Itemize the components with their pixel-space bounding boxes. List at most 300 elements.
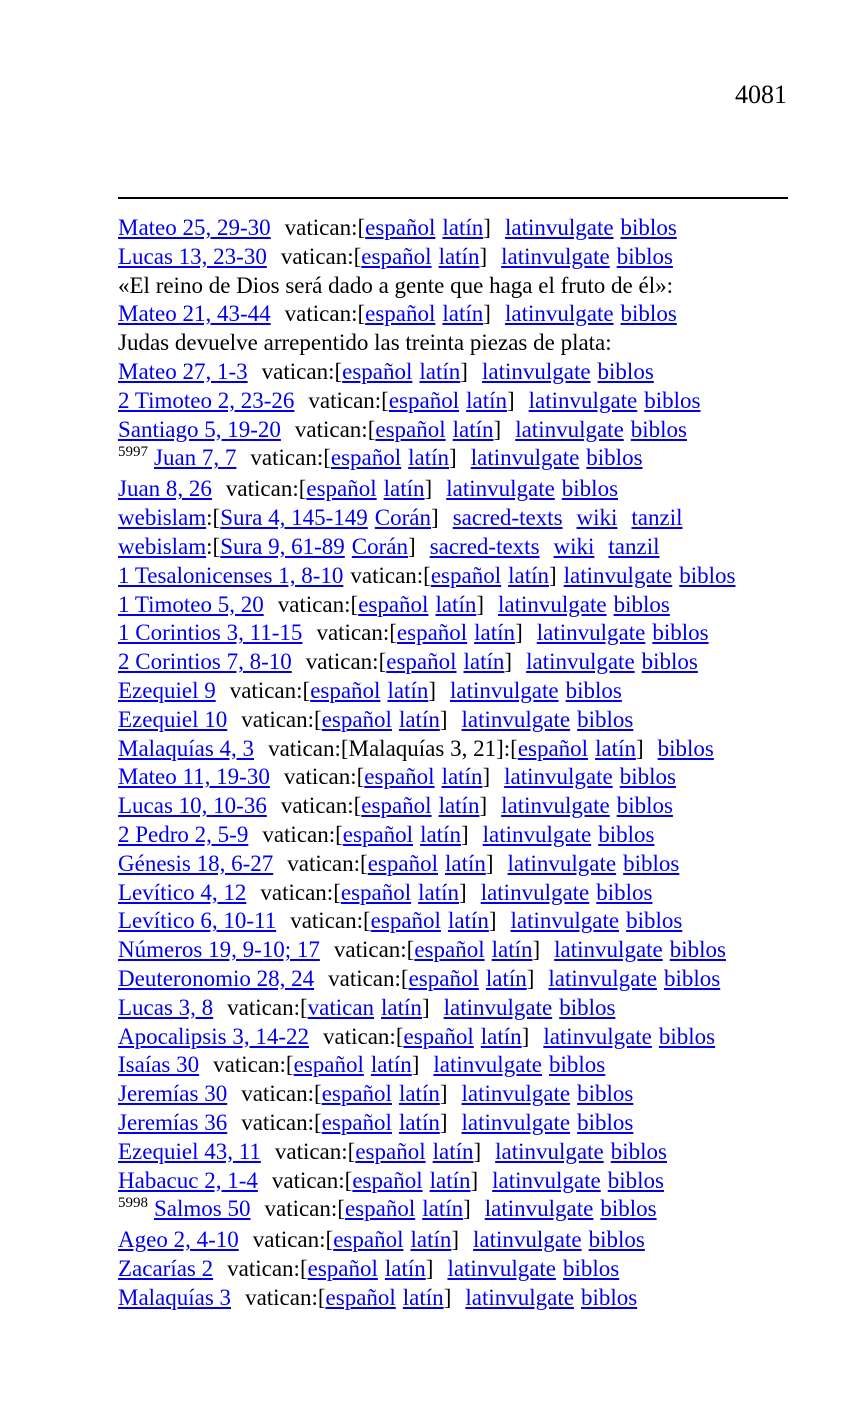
- open-bracket: [: [350, 591, 359, 617]
- link-español[interactable]: español: [365, 215, 436, 240]
- footnote-line: [118, 300, 798, 329]
- link-biblos[interactable]: biblos: [596, 879, 653, 905]
- scripture-reference-link[interactable]: 1 Tesalonicenses 1, 8-10: [118, 562, 344, 588]
- link-latín[interactable]: latín: [508, 562, 549, 588]
- footnote-line: [118, 1167, 798, 1196]
- link-español[interactable]: español: [403, 1023, 474, 1049]
- footnote-line: [118, 821, 798, 850]
- open-bracket: [: [212, 505, 221, 531]
- link-español[interactable]: español: [307, 1256, 378, 1282]
- open-bracket: [: [299, 994, 308, 1020]
- link-latín[interactable]: latín: [370, 1052, 412, 1078]
- link-biblos[interactable]: biblos: [600, 1196, 657, 1222]
- link-latinvulgate[interactable]: latinvulgate: [501, 243, 610, 269]
- vatican-label: vatican:: [350, 562, 424, 588]
- link-español[interactable]: español: [306, 476, 377, 502]
- open-bracket: [: [356, 764, 365, 790]
- scripture-reference-link[interactable]: Mateo 21, 43-44: [118, 301, 271, 327]
- link-latín[interactable]: latín: [408, 445, 450, 471]
- open-bracket: [: [389, 620, 397, 646]
- link-biblos[interactable]: biblos: [623, 850, 680, 876]
- vatican-label: vatican:: [241, 1109, 315, 1135]
- footnote-line: [118, 936, 798, 965]
- close-bracket: ]: [439, 1081, 448, 1107]
- scripture-reference-link[interactable]: Génesis 18, 6-27: [118, 850, 274, 876]
- vatican-label: vatican:: [277, 591, 351, 617]
- scripture-reference-link[interactable]: Malaquías 3: [118, 1284, 232, 1310]
- link-biblos[interactable]: biblos: [563, 1256, 620, 1282]
- scripture-reference-link[interactable]: Ageo 2, 4-10: [118, 1227, 239, 1253]
- footnote-line: [118, 1138, 798, 1167]
- open-bracket: [: [378, 649, 387, 675]
- vatican-label: vatican:: [316, 620, 390, 646]
- footnote-line: [118, 648, 798, 677]
- colon-label: :: [206, 533, 213, 559]
- close-bracket: ]: [451, 1227, 460, 1253]
- link-latín[interactable]: latín: [595, 735, 636, 761]
- footnote-line: [118, 792, 798, 821]
- link-español[interactable]: español: [370, 908, 441, 934]
- footnote-line: [118, 214, 798, 243]
- link-biblos[interactable]: biblos: [658, 1023, 716, 1049]
- scripture-reference-link[interactable]: Lucas 13, 23-30: [118, 243, 267, 269]
- link-español[interactable]: español: [414, 937, 485, 963]
- footnote-line: [118, 1226, 798, 1255]
- link-latinvulgate[interactable]: latinvulgate: [446, 476, 555, 502]
- link-latinvulgate[interactable]: latinvulgate: [447, 1256, 557, 1282]
- link-latinvulgate[interactable]: latinvulgate: [515, 416, 624, 442]
- close-bracket: ]: [488, 908, 497, 934]
- link-español[interactable]: español: [321, 1109, 392, 1135]
- close-bracket: ]: [532, 937, 541, 963]
- scripture-reference-link[interactable]: Números 19, 9-10; 17: [118, 937, 320, 963]
- link-biblos[interactable]: biblos: [663, 965, 721, 991]
- link-latinvulgate[interactable]: latinvulgate: [501, 793, 610, 819]
- vatican-label: vatican:: [225, 476, 299, 502]
- scripture-reference-link[interactable]: Juan 8, 26: [118, 476, 212, 502]
- vatican-label: vatican:: [213, 1052, 286, 1078]
- footnote-line: [118, 533, 798, 562]
- link-latín[interactable]: latín: [442, 215, 484, 240]
- scripture-reference-link[interactable]: Habacuc 2, 1-4: [118, 1167, 258, 1193]
- link-español[interactable]: español: [352, 1167, 423, 1193]
- footnote-line: [118, 387, 798, 416]
- close-bracket: ]: [439, 706, 448, 732]
- link-español[interactable]: español: [333, 1227, 404, 1253]
- link-latín[interactable]: latín: [418, 879, 460, 905]
- link-latín[interactable]: latín: [383, 476, 425, 502]
- scripture-reference-link[interactable]: Lucas 3, 8: [118, 994, 214, 1020]
- open-bracket: [: [302, 677, 311, 703]
- link-latín[interactable]: latín: [410, 1227, 452, 1253]
- link-latín[interactable]: latín: [419, 358, 461, 384]
- colon-label: :: [503, 735, 511, 761]
- link-latín[interactable]: latín: [420, 821, 461, 847]
- scripture-reference-link[interactable]: Apocalipsis 3, 14-22: [118, 1023, 310, 1049]
- link-latinvulgate[interactable]: latinvulgate: [465, 1284, 574, 1310]
- page-number: 4081: [735, 80, 787, 109]
- footnote-list: [118, 214, 798, 1313]
- link-latín[interactable]: latín: [447, 908, 489, 934]
- footnote-line: [118, 619, 798, 648]
- footnote-line: [118, 850, 798, 879]
- scripture-reference-link[interactable]: Mateo 11, 19-30: [118, 764, 270, 790]
- vatican-label: vatican:: [290, 908, 363, 934]
- link-español[interactable]: español: [361, 243, 432, 269]
- vatican-label: vatican:: [264, 1196, 338, 1222]
- footnote-line: [118, 706, 798, 735]
- link-español[interactable]: español: [375, 416, 446, 442]
- scripture-reference-link[interactable]: Lucas 10, 10-36: [118, 793, 267, 819]
- link-latinvulgate[interactable]: latinvulgate: [480, 879, 590, 905]
- close-bracket: ]: [485, 850, 494, 876]
- link-biblos[interactable]: biblos: [669, 937, 726, 963]
- scripture-reference-link[interactable]: 1 Corintios 3, 11-15: [118, 620, 303, 646]
- open-bracket: [: [381, 387, 389, 413]
- link-latinvulgate[interactable]: latinvulgate: [481, 358, 591, 384]
- open-bracket: [: [314, 706, 322, 732]
- vatican-label: vatican:: [294, 416, 368, 442]
- sura-link[interactable]: Sura 4, 145-149: [220, 505, 368, 531]
- vatican-label: vatican:: [280, 243, 354, 269]
- scripture-reference-link[interactable]: 2 Timoteo 2, 23-26: [118, 387, 295, 413]
- open-bracket: [: [285, 1052, 294, 1078]
- link-biblos[interactable]: biblos: [657, 735, 714, 761]
- link-latinvulgate[interactable]: latinvulgate: [543, 1023, 652, 1049]
- external-link-wiki[interactable]: wiki: [576, 505, 618, 531]
- link-latín[interactable]: latín: [466, 387, 507, 413]
- link-latinvulgate[interactable]: latinvulgate: [461, 706, 571, 732]
- scripture-reference-link[interactable]: Deuteronomio 28, 24: [118, 965, 315, 991]
- scripture-reference-link[interactable]: Juan 7, 7: [154, 445, 237, 471]
- open-bracket: [: [347, 1138, 356, 1164]
- link-biblos[interactable]: biblos: [641, 649, 698, 675]
- scripture-reference-link[interactable]: Santiago 5, 19-20: [118, 416, 281, 442]
- footnote-line: [118, 1109, 798, 1138]
- scripture-reference-link[interactable]: Ezequiel 10: [118, 706, 228, 732]
- close-bracket: ]: [476, 591, 485, 617]
- vatican-label: vatican:: [274, 1138, 348, 1164]
- link-biblos[interactable]: biblos: [549, 1052, 606, 1078]
- footnote-line: [118, 1255, 798, 1284]
- close-bracket: ]: [479, 793, 488, 819]
- link-latinvulgate[interactable]: latinvulgate: [443, 994, 553, 1020]
- link-latinvulgate[interactable]: latinvulgate: [450, 677, 559, 703]
- link-biblos[interactable]: biblos: [679, 562, 736, 588]
- link-biblos[interactable]: biblos: [577, 1109, 634, 1135]
- link-biblos[interactable]: biblos: [577, 1081, 634, 1107]
- link-latín[interactable]: latín: [480, 1023, 522, 1049]
- vatican-label: vatican:: [305, 649, 379, 675]
- link-latín[interactable]: latín: [398, 1081, 440, 1107]
- footnote-line: [118, 907, 798, 936]
- link-latinvulgate[interactable]: latinvulgate: [504, 301, 614, 327]
- footnote-marker: 5998: [118, 1195, 148, 1212]
- vatican-label: vatican:: [250, 445, 324, 471]
- link-español[interactable]: español: [361, 793, 432, 819]
- open-bracket: [: [299, 1256, 308, 1282]
- link-español[interactable]: español: [293, 1052, 364, 1078]
- link-biblos[interactable]: biblos: [580, 1284, 638, 1310]
- webislam-link[interactable]: webislam: [118, 533, 207, 559]
- close-bracket: ]: [425, 1256, 434, 1282]
- scripture-reference-link[interactable]: Levítico 6, 10-11: [118, 908, 277, 934]
- link-latinvulgate[interactable]: latinvulgate: [510, 908, 620, 934]
- close-bracket: ]: [521, 1023, 530, 1049]
- link-español[interactable]: español: [321, 706, 392, 732]
- link-latinvulgate[interactable]: latinvulgate: [433, 1052, 542, 1078]
- link-latín[interactable]: latín: [485, 965, 527, 991]
- footnote-line: [118, 1284, 798, 1313]
- link-biblos[interactable]: biblos: [644, 387, 701, 413]
- link-español[interactable]: español: [408, 965, 479, 991]
- scripture-reference-link[interactable]: Mateo 27, 1-3: [118, 358, 248, 384]
- link-latín[interactable]: latín: [444, 850, 486, 876]
- close-bracket: ]: [493, 416, 502, 442]
- link-biblos[interactable]: biblos: [626, 908, 683, 934]
- link-biblos[interactable]: biblos: [586, 445, 643, 471]
- link-latín[interactable]: latín: [438, 243, 480, 269]
- scripture-reference-link[interactable]: Malaquías 4, 3: [118, 735, 255, 761]
- link-latinvulgate[interactable]: latinvulgate: [507, 850, 617, 876]
- link-latinvulgate[interactable]: latinvulgate: [495, 1138, 604, 1164]
- scripture-reference-link[interactable]: Salmos 50: [154, 1196, 251, 1222]
- link-español[interactable]: español: [517, 735, 589, 761]
- open-bracket: [: [353, 793, 362, 819]
- open-bracket: [: [395, 1023, 404, 1049]
- open-bracket: [: [212, 533, 221, 559]
- link-español[interactable]: español: [430, 562, 502, 588]
- link-biblos[interactable]: biblos: [607, 1167, 664, 1193]
- link-español[interactable]: español: [310, 677, 381, 703]
- vatican-label: vatican:: [241, 706, 315, 732]
- close-bracket: ]: [549, 562, 557, 588]
- link-biblos[interactable]: biblos: [652, 620, 709, 646]
- close-bracket: ]: [470, 1167, 479, 1193]
- vatican-label: vatican:: [308, 387, 382, 413]
- footnote-line: [118, 994, 798, 1023]
- link-español[interactable]: español: [358, 591, 429, 617]
- footnote-line: [118, 504, 798, 533]
- open-bracket: [: [367, 416, 376, 442]
- link-latín[interactable]: latín: [398, 706, 440, 732]
- footnote-line: [118, 243, 798, 272]
- scripture-reference-link[interactable]: Jeremías 36: [118, 1109, 228, 1135]
- coran-link[interactable]: Corán: [351, 533, 409, 559]
- scripture-reference-link[interactable]: Isaías 30: [118, 1052, 200, 1078]
- link-latín[interactable]: latín: [432, 1138, 474, 1164]
- link-latinvulgate[interactable]: latinvulgate: [526, 649, 635, 675]
- vatican-label: vatican:: [271, 1167, 345, 1193]
- open-bracket: [: [337, 1196, 345, 1222]
- link-latinvulgate[interactable]: latinvulgate: [498, 591, 607, 617]
- open-bracket: [: [314, 1109, 322, 1135]
- link-latinvulgate[interactable]: latinvulgate: [548, 965, 657, 991]
- link-latinvulgate[interactable]: latinvulgate: [484, 1196, 594, 1222]
- link-biblos[interactable]: biblos: [610, 1138, 667, 1164]
- vatican-label: vatican:: [262, 821, 336, 847]
- link-latín[interactable]: latín: [387, 677, 429, 703]
- close-bracket: ]: [460, 358, 468, 384]
- link-español[interactable]: español: [344, 1196, 416, 1222]
- scripture-reference-link[interactable]: Mateo 25, 29-30: [118, 215, 271, 240]
- link-español[interactable]: español: [325, 1284, 396, 1310]
- link-español[interactable]: español: [396, 620, 468, 646]
- open-bracket: [: [357, 301, 366, 327]
- link-latinvulgate[interactable]: latinvulgate: [504, 215, 614, 240]
- link-latinvulgate[interactable]: latinvulgate: [470, 445, 580, 471]
- link-español[interactable]: español: [330, 445, 402, 471]
- footnote-heading: Judas devuelve arrepentido las treinta piezas de plata:: [118, 330, 612, 356]
- link-latinvulgate[interactable]: latinvulgate: [528, 387, 638, 413]
- link-latín[interactable]: latín: [435, 591, 477, 617]
- link-latinvulgate[interactable]: latinvulgate: [554, 937, 663, 963]
- footnote-line: [118, 358, 798, 387]
- close-bracket: ]: [483, 215, 491, 240]
- link-biblos[interactable]: biblos: [613, 591, 670, 617]
- link-biblos[interactable]: biblos: [597, 358, 654, 384]
- open-bracket: [: [334, 358, 343, 384]
- scripture-reference-link[interactable]: 1 Timoteo 5, 20: [118, 591, 264, 617]
- vatican-label: vatican:: [227, 994, 300, 1020]
- link-latín[interactable]: latín: [398, 1109, 440, 1135]
- link-latinvulgate[interactable]: latinvulgate: [504, 764, 613, 790]
- link-español[interactable]: español: [342, 821, 414, 847]
- close-bracket: ]: [428, 677, 437, 703]
- link-español[interactable]: español: [321, 1081, 392, 1107]
- link-biblos[interactable]: biblos: [559, 994, 616, 1020]
- vatican-label: vatican:: [284, 301, 358, 327]
- open-bracket: [: [333, 879, 341, 905]
- link-español[interactable]: español: [388, 387, 460, 413]
- footnote-line: [118, 591, 798, 620]
- open-bracket: [: [353, 243, 362, 269]
- footnote-line: [118, 329, 798, 358]
- link-latín[interactable]: latín: [381, 994, 422, 1020]
- open-bracket: [: [363, 908, 371, 934]
- open-bracket: [: [400, 965, 409, 991]
- link-biblos[interactable]: biblos: [577, 706, 634, 732]
- footnote-line: [118, 1051, 798, 1080]
- link-latín[interactable]: latín: [402, 1284, 444, 1310]
- link-español[interactable]: español: [355, 1138, 426, 1164]
- open-bracket: [: [323, 445, 331, 471]
- link-biblos[interactable]: biblos: [561, 476, 619, 502]
- close-bracket: ]: [408, 533, 416, 559]
- footnote-line: [118, 475, 798, 504]
- close-bracket: ]: [483, 301, 491, 327]
- footnote-line: [118, 879, 798, 908]
- link-latín[interactable]: latín: [384, 1256, 426, 1282]
- link-vatican[interactable]: vatican: [307, 994, 375, 1020]
- link-latín[interactable]: latín: [491, 937, 533, 963]
- sura-link[interactable]: Sura 9, 61-89: [220, 533, 345, 559]
- footnote-line: [118, 1023, 798, 1052]
- close-bracket: ]: [635, 735, 644, 761]
- footnote-line: [118, 677, 798, 706]
- link-biblos[interactable]: biblos: [616, 243, 673, 269]
- link-latín[interactable]: latín: [463, 649, 505, 675]
- scripture-reference-link[interactable]: 2 Pedro 2, 5-9: [118, 821, 249, 847]
- close-bracket: ]: [459, 879, 467, 905]
- external-link-sacred-texts[interactable]: sacred-texts: [452, 505, 563, 531]
- link-biblos[interactable]: biblos: [588, 1227, 645, 1253]
- link-latinvulgate[interactable]: latinvulgate: [492, 1167, 601, 1193]
- close-bracket: ]: [424, 476, 433, 502]
- link-español[interactable]: español: [367, 850, 438, 876]
- link-español[interactable]: español: [342, 358, 413, 384]
- link-latín[interactable]: latín: [452, 416, 494, 442]
- footnote-marker: 5997: [118, 444, 148, 461]
- link-latinvulgate[interactable]: latinvulgate: [461, 1081, 571, 1107]
- footnote-separator: [118, 197, 788, 199]
- link-latín[interactable]: latín: [441, 764, 483, 790]
- close-bracket: ]: [504, 649, 513, 675]
- link-latín[interactable]: latín: [474, 620, 516, 646]
- scripture-reference-link[interactable]: Ezequiel 9: [118, 677, 216, 703]
- open-bracket: [: [335, 821, 343, 847]
- link-español[interactable]: español: [364, 764, 435, 790]
- link-biblos[interactable]: biblos: [620, 215, 677, 240]
- close-bracket: ]: [515, 620, 523, 646]
- link-biblos[interactable]: biblos: [619, 764, 676, 790]
- scripture-reference-link[interactable]: Ezequiel 43, 11: [118, 1138, 261, 1164]
- link-biblos[interactable]: biblos: [565, 677, 622, 703]
- link-latín[interactable]: latín: [429, 1167, 471, 1193]
- external-link-tanzil[interactable]: tanzil: [631, 505, 683, 531]
- external-link-tanzil[interactable]: tanzil: [608, 533, 660, 559]
- link-biblos[interactable]: biblos: [630, 416, 688, 442]
- vatican-label: vatican:: [280, 793, 354, 819]
- vatican-label: vatican:: [260, 879, 334, 905]
- link-español[interactable]: español: [365, 301, 436, 327]
- link-latín[interactable]: latín: [438, 793, 480, 819]
- scripture-reference-link[interactable]: 2 Corintios 7, 8-10: [118, 649, 292, 675]
- vatican-label: vatican:: [284, 215, 358, 240]
- link-biblos[interactable]: biblos: [616, 793, 673, 819]
- external-link-sacred-texts[interactable]: sacred-texts: [429, 533, 540, 559]
- coran-link[interactable]: Corán: [374, 505, 432, 531]
- link-latín[interactable]: latín: [422, 1196, 464, 1222]
- scripture-reference-link[interactable]: Jeremías 30: [118, 1081, 228, 1107]
- close-bracket: ]: [449, 445, 457, 471]
- link-latinvulgate[interactable]: latinvulgate: [461, 1109, 571, 1135]
- link-biblos[interactable]: biblos: [620, 301, 677, 327]
- vatican-label: vatican:: [261, 358, 335, 384]
- vatican-label: vatican:: [283, 764, 357, 790]
- link-latinvulgate[interactable]: latinvulgate: [563, 562, 673, 588]
- link-latín[interactable]: latín: [442, 301, 484, 327]
- close-bracket: ]: [482, 764, 491, 790]
- open-bracket: [: [357, 215, 366, 240]
- scripture-reference-link[interactable]: Levítico 4, 12: [118, 879, 247, 905]
- link-biblos[interactable]: biblos: [598, 821, 655, 847]
- link-español[interactable]: español: [386, 649, 457, 675]
- external-link-wiki[interactable]: wiki: [553, 533, 595, 559]
- link-español[interactable]: español: [340, 879, 412, 905]
- scripture-reference-link[interactable]: Zacarías 2: [118, 1256, 214, 1282]
- webislam-link[interactable]: webislam: [118, 505, 207, 531]
- link-latinvulgate[interactable]: latinvulgate: [473, 1227, 582, 1253]
- footnote-line: [118, 763, 798, 792]
- link-latinvulgate[interactable]: latinvulgate: [536, 620, 646, 646]
- footnote-heading: «El reino de Dios será dado a gente que haga el fruto de él»:: [118, 272, 673, 298]
- vatican-label: vatican:: [245, 1284, 318, 1310]
- vatican-label: vatican:: [268, 735, 341, 761]
- footnote-line: [118, 562, 798, 591]
- open-bracket: [: [510, 735, 518, 761]
- link-latinvulgate[interactable]: latinvulgate: [482, 821, 592, 847]
